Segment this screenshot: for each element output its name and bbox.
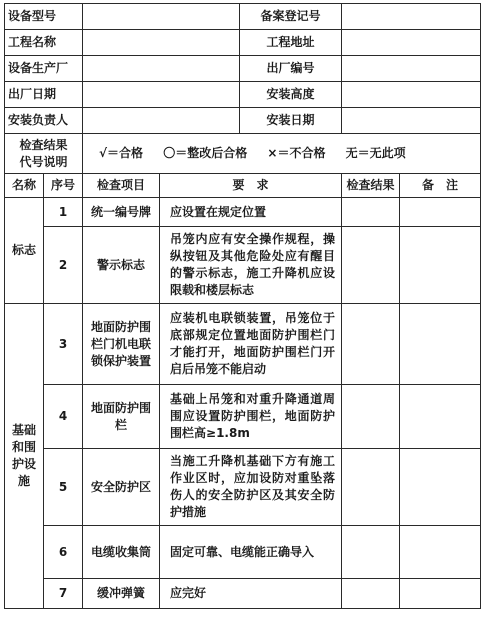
legend-fix: 〇＝整改后合格 bbox=[163, 146, 248, 160]
col-requirement: 要 求 bbox=[160, 174, 342, 198]
row-requirement: 当施工升降机基础下方有施工作业区时，应加设防对重坠落伤人的安全防护区及其安全防护措施 bbox=[160, 449, 342, 526]
label-factory-no: 出厂编号 bbox=[240, 56, 342, 82]
row-remark-cell[interactable] bbox=[400, 526, 481, 579]
value-install-lead[interactable] bbox=[83, 108, 240, 134]
label-legend: 检查结果 代号说明 bbox=[5, 134, 83, 174]
label-install-lead: 安装负责人 bbox=[5, 108, 83, 134]
inspection-table bbox=[4, 3, 481, 609]
row-requirement: 应装机电联锁装置，吊笼位于底部规定位置地面防护围栏门才能打开，地面防护围栏门开启后吊笼不能启动 bbox=[160, 304, 342, 385]
row-item: 地面防护围栏 bbox=[83, 385, 160, 449]
row-requirement: 吊笼内应有安全操作规程，操纵按钮及其他危险处应有醒目的警示标志，施工升降机应设限载和楼层标志 bbox=[160, 227, 342, 304]
row-remark-cell[interactable] bbox=[400, 304, 481, 385]
legend-fail: ×＝不合格 bbox=[267, 146, 326, 160]
row-result-cell[interactable] bbox=[342, 304, 400, 385]
row-item: 统一编号牌 bbox=[83, 198, 160, 227]
row-seq: 6 bbox=[44, 526, 83, 579]
group-name-signs: 标志 bbox=[5, 198, 44, 304]
label-install-height: 安装高度 bbox=[240, 82, 342, 108]
value-install-date[interactable] bbox=[342, 108, 481, 134]
row-seq: 3 bbox=[44, 304, 83, 385]
row-result-cell[interactable] bbox=[342, 526, 400, 579]
label-record-no: 备案登记号 bbox=[240, 4, 342, 30]
label-project-address: 工程地址 bbox=[240, 30, 342, 56]
row-seq: 1 bbox=[44, 198, 83, 227]
row-requirement: 应设置在规定位置 bbox=[160, 198, 342, 227]
value-device-model[interactable] bbox=[83, 4, 240, 30]
table-row bbox=[5, 526, 481, 579]
value-project-name[interactable] bbox=[83, 30, 240, 56]
row-remark-cell[interactable] bbox=[400, 227, 481, 304]
legend-codes bbox=[83, 134, 481, 174]
row-item: 警示标志 bbox=[83, 227, 160, 304]
label-project-name: 工程名称 bbox=[5, 30, 83, 56]
table-row bbox=[5, 449, 481, 526]
row-item: 电缆收集筒 bbox=[83, 526, 160, 579]
table-row bbox=[5, 304, 481, 385]
label-device-model: 设备型号 bbox=[5, 4, 83, 30]
row-result-cell[interactable] bbox=[342, 449, 400, 526]
row-result-cell[interactable] bbox=[342, 227, 400, 304]
row-seq: 5 bbox=[44, 449, 83, 526]
col-result: 检查结果 bbox=[342, 174, 400, 198]
label-install-date: 安装日期 bbox=[240, 108, 342, 134]
col-seq: 序号 bbox=[44, 174, 83, 198]
legend-na: 无＝无此项 bbox=[345, 146, 406, 160]
row-requirement: 固定可靠、电缆能正确导入 bbox=[160, 526, 342, 579]
row-requirement: 应完好 bbox=[160, 579, 342, 609]
inspection-form bbox=[4, 3, 480, 612]
table-row bbox=[5, 227, 481, 304]
col-remark: 备 注 bbox=[400, 174, 481, 198]
col-item: 检查项目 bbox=[83, 174, 160, 198]
value-record-no[interactable] bbox=[342, 4, 481, 30]
row-item: 缓冲弹簧 bbox=[83, 579, 160, 609]
legend-pass: √＝合格 bbox=[99, 146, 144, 160]
row-item: 地面防护围栏门机电联锁保护装置 bbox=[83, 304, 160, 385]
row-remark-cell[interactable] bbox=[400, 198, 481, 227]
row-remark-cell[interactable] bbox=[400, 449, 481, 526]
row-item: 安全防护区 bbox=[83, 449, 160, 526]
col-name: 名称 bbox=[5, 174, 44, 198]
row-result-cell[interactable] bbox=[342, 198, 400, 227]
value-manufacturer[interactable] bbox=[83, 56, 240, 82]
label-manufacturer: 设备生产厂 bbox=[5, 56, 83, 82]
row-remark-cell[interactable] bbox=[400, 579, 481, 609]
value-factory-date[interactable] bbox=[83, 82, 240, 108]
row-result-cell[interactable] bbox=[342, 385, 400, 449]
value-factory-no[interactable] bbox=[342, 56, 481, 82]
value-install-height[interactable] bbox=[342, 82, 481, 108]
row-seq: 2 bbox=[44, 227, 83, 304]
table-row bbox=[5, 198, 481, 227]
table-row bbox=[5, 385, 481, 449]
row-seq: 7 bbox=[44, 579, 83, 609]
group-name-foundation: 基础 和围 护设 施 bbox=[5, 304, 44, 609]
table-row bbox=[5, 579, 481, 609]
row-result-cell[interactable] bbox=[342, 579, 400, 609]
label-factory-date: 出厂日期 bbox=[5, 82, 83, 108]
value-project-address[interactable] bbox=[342, 30, 481, 56]
row-requirement: 基础上吊笼和对重升降通道周围应设置防护围栏，地面防护围栏高≥1.8m bbox=[160, 385, 342, 449]
row-seq: 4 bbox=[44, 385, 83, 449]
row-remark-cell[interactable] bbox=[400, 385, 481, 449]
